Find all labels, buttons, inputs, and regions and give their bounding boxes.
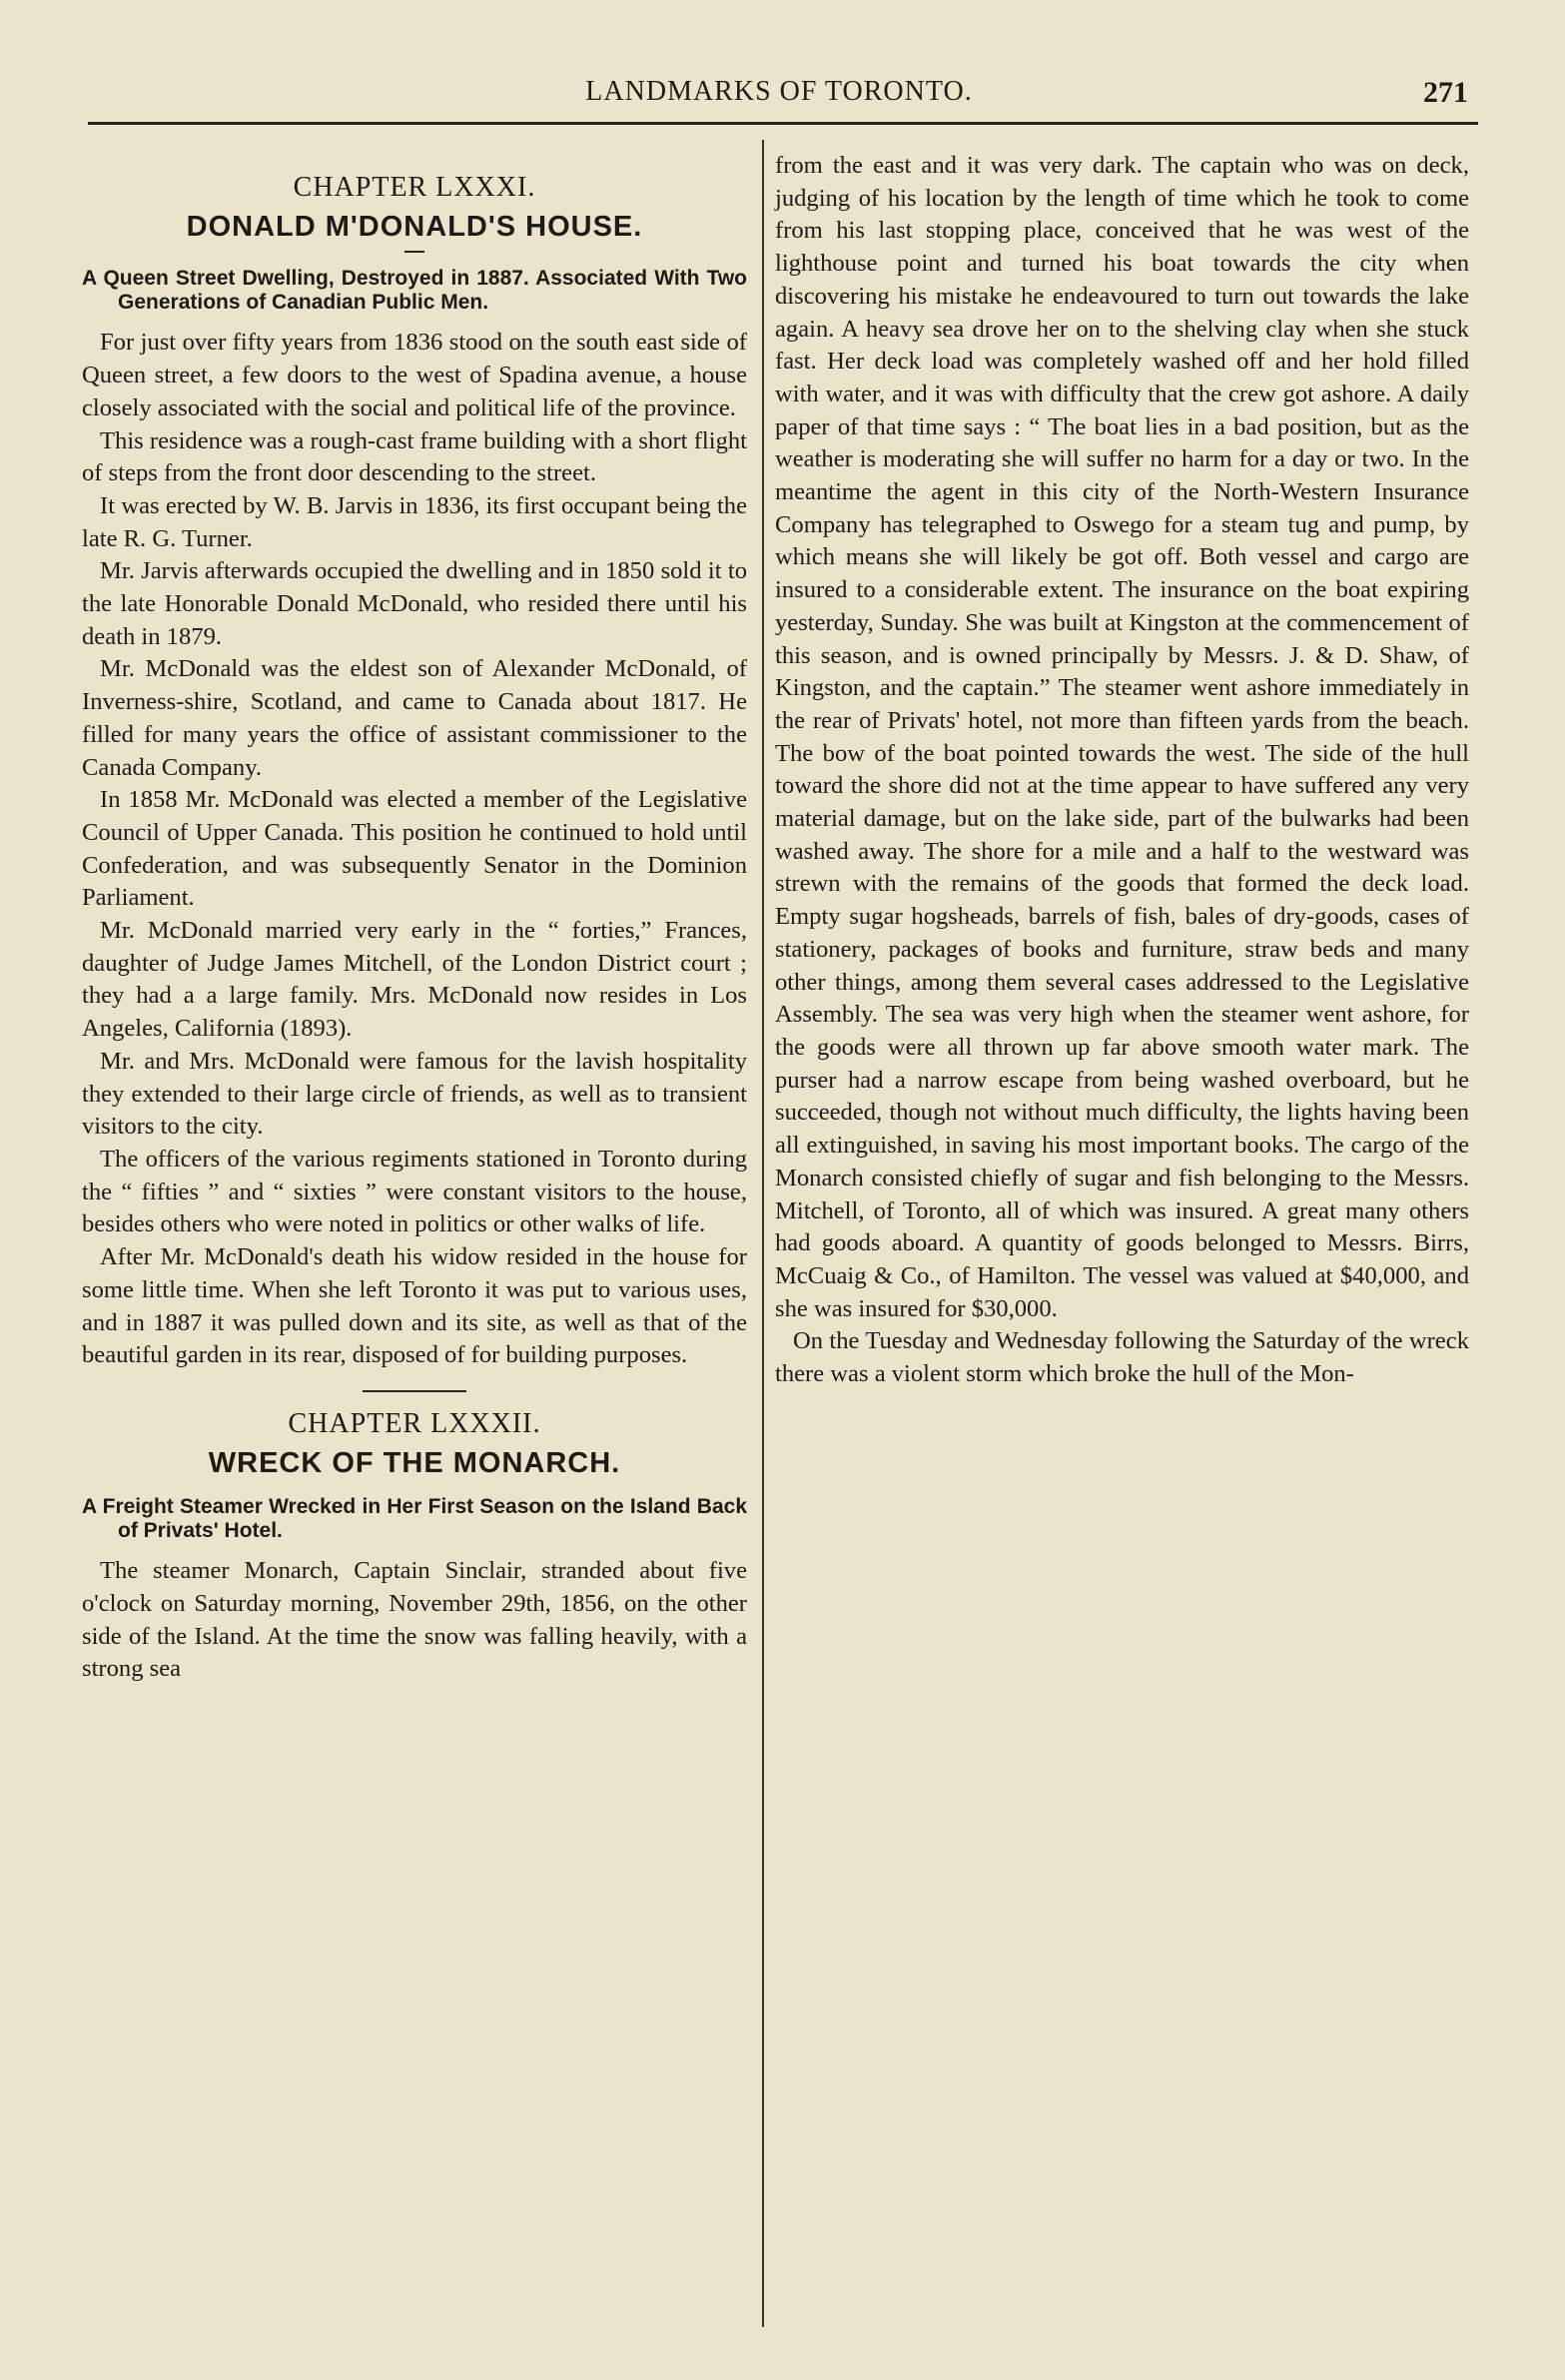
column-divider	[762, 140, 764, 2327]
paragraph: This residence was a rough-cast frame building with a short flight of steps from the front door descending to the street.	[82, 426, 747, 487]
paragraph: from the east and it was very dark. The captain who was on deck, judging of his location by the length of time which he took to come from his last stopping place, conceived that he was west of the lighthouse point and turned his boat towards the city when discovering his mistake he endeavoured to turn out towards the lake again. A heavy sea drove her on to the shelving clay when she stuck fast. Her deck load was completely washed off and her hold filled with water, and it was with difficulty that the crew got ashore. A daily paper of that time says : “ The boat lies in a bad position, but as the weather is moderating she will suffer no harm for a day or two. In the meantime the agent in this city of the North-Western Insurance Company has telegraphed to Oswego for a steam tug and pump, by which means she will likely be got off. Both vessel and cargo are insured to a considerable extent. The insurance on the boat expiring yesterday, Sunday. She was built at Kingston at the commencement of this season, and is owned principally by Messrs. J. & D. Shaw, of Kingston, and the captain.” The steamer went ashore immediately in the rear of Privats' hotel, not more than fifteen yards from the beach. The bow of the boat pointed towards the west. The side of the hull toward the shore did not at the time appear to have suffered any very material damage, but on the lake side, part of the bulwarks had been washed away. The shore for a mile and a half to the westward was strewn with the remains of the goods that formed the deck load. Empty sugar hogsheads, barrels of fish, bales of dry-goods, cases of stationery, packages of books and furniture, straw beds and many other things, among them several cases addressed to the Legislative Assembly. The sea was very high when the steamer went ashore, for the goods were all thrown up far above smooth water mark. The purser had a narrow escape from being washed overboard, but he succeeded, though not without much difficulty, the lights having been all extinguished, in saving his most important books. The cargo of the Monarch consisted chiefly of sugar and fish belonging to the Messrs. Mitchell, of Toronto, all of which was insured. A great many others had goods aboard. A quantity of goods belonged to Messrs. Birrs, McCuaig & Co., of Hamilton. The vessel was valued at $40,000, and she was insured for $30,000.	[775, 152, 1469, 1322]
title-dash	[404, 251, 424, 253]
paragraph: On the Tuesday and Wednesday following the Saturday of the wreck there was a violent storm which broke the hull of the Mon-	[775, 1327, 1469, 1388]
paragraph: After Mr. McDonald's death his widow resided in the house for some little time. When she left Toronto it was put to various uses, and in 1887 it was pulled down and its site, as well as that of the beautiful garden in its rear, disposed of for building purposes.	[82, 1243, 747, 1369]
paragraph: Mr. Jarvis afterwards occupied the dwelling and in 1850 sold it to the late Honorable Donald McDonald, who resided there until his death in 1879.	[82, 557, 747, 650]
paragraph: Mr. and Mrs. McDonald were famous for the lavish hospitality they extended to their large circle of friends, as well as to transient visitors to the city.	[82, 1047, 747, 1141]
chapter-subhead: A Freight Steamer Wrecked in Her First Season on the Island Back of Privats' Hotel.	[82, 1495, 747, 1543]
paragraph: It was erected by W. B. Jarvis in 1836, its first occupant being the late R. G. Turner.	[82, 491, 747, 552]
chapter-number: CHAPTER LXXXI.	[293, 172, 536, 203]
left-column	[82, 150, 747, 1686]
chapter-title: WRECK OF THE MONARCH.	[208, 1446, 621, 1479]
paragraph: In 1858 Mr. McDonald was elected a member of the Legislative Council of Upper Canada. This position he continued to hold until Confederation, and was subsequently Senator in the Dominion Parliament.	[82, 786, 747, 912]
paragraph: For just over fifty years from 1836 stood on the south east side of Queen street, a few doors to the west of Spadina avenue, a house closely associated with the social and political life of the province.	[82, 329, 747, 421]
paragraph: Mr. McDonald was the eldest son of Alexander McDonald, of Inverness-shire, Scotland, and came to Canada about 1817. He filled for many years the office of assistant commissioner to the Canada Company.	[82, 655, 747, 781]
right-column	[775, 150, 1469, 1391]
header-rule	[88, 122, 1478, 125]
paragraph: Mr. McDonald married very early in the “ forties,” Frances, daughter of Judge James Mitchell, of the London District court ; they had a a large family. Mrs. McDonald now resides in Los Angeles, California (1893).	[82, 917, 747, 1043]
chapter-number: CHAPTER LXXXII.	[288, 1407, 541, 1439]
page-number: 271	[1423, 76, 1468, 109]
running-head	[90, 76, 1468, 126]
paragraph: The officers of the various regiments stationed in Toronto during the “ fifties ” and “ sixties ” were constant visitors to the house, besides others who were noted in politics or other walks of life.	[82, 1145, 747, 1238]
section-rule	[363, 1390, 466, 1392]
chapter-subhead: A Queen Street Dwelling, Destroyed in 1887. Associated With Two Generations of Canadian Public Men.	[82, 267, 747, 315]
chapter-title: DONALD M'DONALD'S HOUSE.	[186, 210, 643, 243]
running-title: LANDMARKS OF TORONTO.	[585, 76, 973, 107]
paragraph: The steamer Monarch, Captain Sinclair, stranded about five o'clock on Saturday morning, November 29th, 1856, on the other side of the Island. At the time the snow was falling heavily, with a strong sea	[82, 1557, 747, 1683]
